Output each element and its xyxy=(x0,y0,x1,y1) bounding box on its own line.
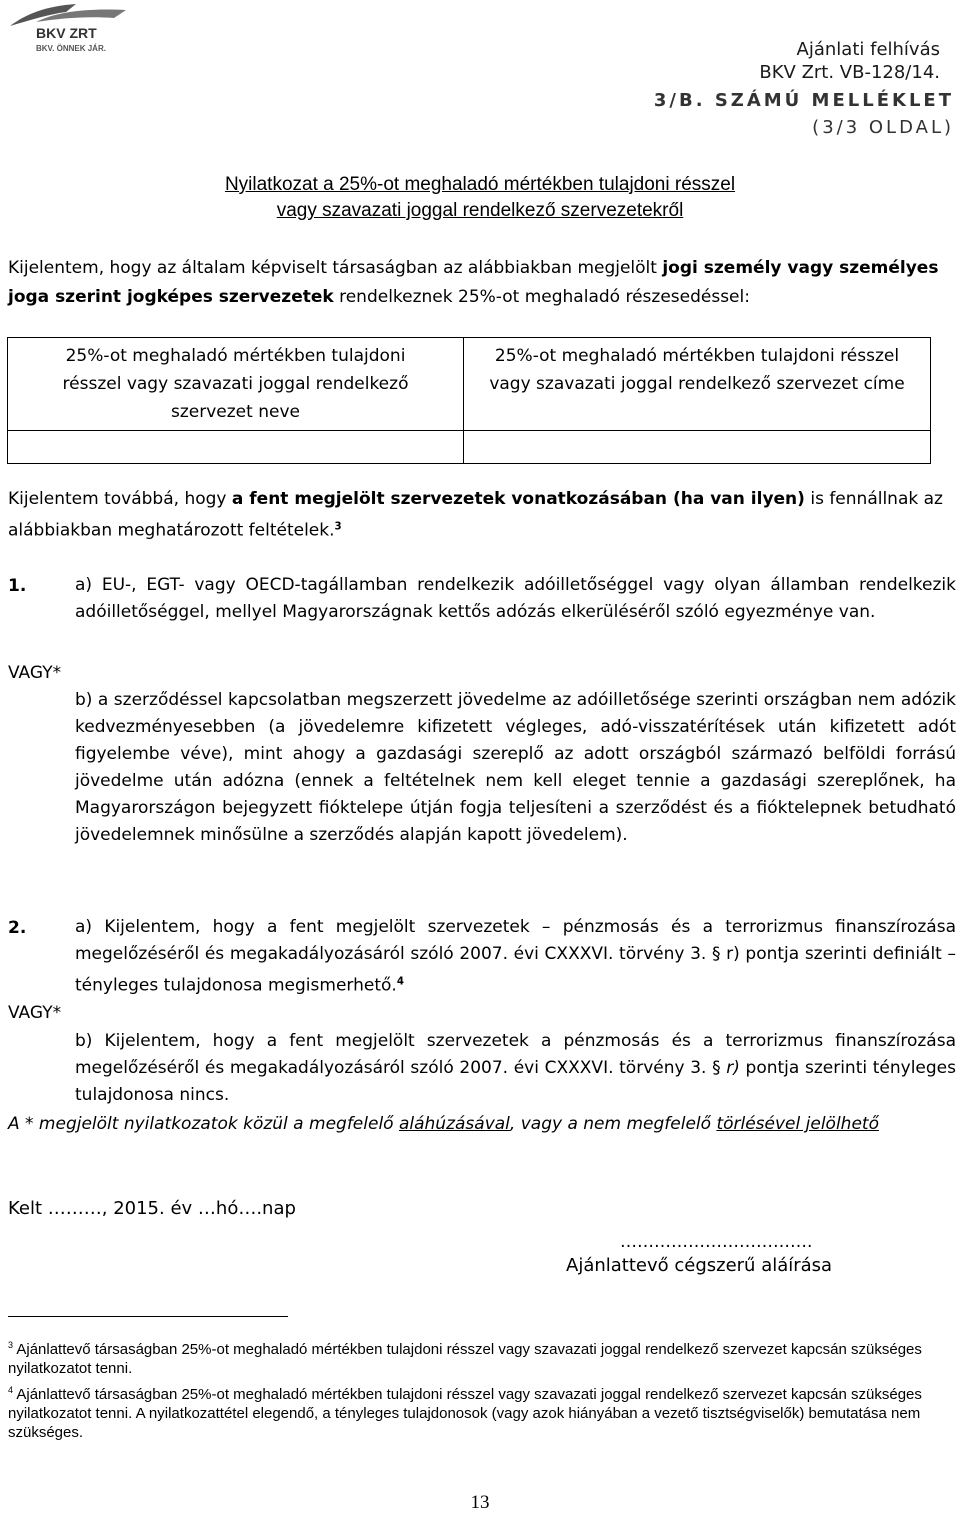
footnote-separator xyxy=(8,1316,288,1317)
para2-text-2: is fennállnak az alábbiakban meghatározott feltételek. xyxy=(8,489,943,541)
header-line1: Ajánlati felhívás xyxy=(796,39,940,60)
item2-b-text-2: pontja szerinti tényleges tulajdonosa nincs. xyxy=(75,1058,956,1105)
organization-table xyxy=(7,337,931,464)
date-line: Kelt ………, 2015. év …hó….nap xyxy=(8,1198,296,1219)
star-underline-1: aláhúzásával xyxy=(398,1114,510,1134)
footnote-4 xyxy=(8,1381,956,1442)
table-header-row xyxy=(8,338,931,431)
item2-number: 2. xyxy=(8,918,27,938)
footnote-3-number: 3 xyxy=(8,1340,14,1350)
table-row xyxy=(8,431,931,464)
para2-text-1: Kijelentem továbbá, hogy xyxy=(8,489,232,509)
footnote-4-number: 4 xyxy=(8,1385,14,1395)
logo-brand: BKV ZRT xyxy=(36,25,97,41)
item1-option-b: b) a szerződéssel kapcsolatban megszerzett jövedelme az adóilletősége szerinti országban nem adózik kedvezményesebben (a jövedelemre kifizetett végleges, adó-visszatérítések után kifizetett adót figyelembe véve), mint ahogy a gazdasági szereplő az adott országból származó belföldi forrású jövedelme után adózna (ennek a feltételnek nem kell eleget tennie a gazdasági szereplőnek, ha Magyarországon bejegyzett fióktelepe útján fogja teljesíteni a szerződést és a fióktelepnek betudható jövedelemnek minősülne a szerződés alapján kapott jövedelem). xyxy=(75,690,956,845)
conditions-paragraph xyxy=(8,486,956,545)
annex-label xyxy=(654,87,954,141)
intro-text-1: Kijelentem, hogy az általam képviselt társaságban az alábbiakban megjelölt xyxy=(8,258,663,278)
col-name-label: 25%-ot meghaladó mértékben tulajdoni résszel vagy szavazati joggal rendelkező szervezet neve xyxy=(62,346,409,422)
asterisk-note xyxy=(8,1110,956,1139)
document-header xyxy=(759,38,940,84)
star-text-1: A * megjelölt nyilatkozatok közül a megfelelő xyxy=(8,1114,399,1134)
item1-vagy: VAGY* xyxy=(8,663,62,683)
annex-subtitle: (3/3 OLDAL) xyxy=(812,117,954,138)
footnote-ref-4: 4 xyxy=(396,976,404,987)
intro-bold: jogi személy vagy személyes joga szerint jogképes szervezetek xyxy=(8,258,939,307)
annex-title: 3/B. SZÁMÚ MELLÉKLET xyxy=(653,90,954,111)
table-cell-name[interactable] xyxy=(8,431,464,464)
item2-option-a xyxy=(75,914,956,1000)
star-underline-2: törlésével jelölhető xyxy=(716,1114,879,1134)
table-cell-address[interactable] xyxy=(464,431,931,464)
title-line1: Nyilatkozat a 25%-ot meghaladó mértékben tulajdoni résszel xyxy=(224,174,736,195)
intro-paragraph xyxy=(8,254,956,312)
intro-text-2: rendelkeznek 25%-ot meghaladó részesedéssel: xyxy=(333,287,750,307)
table-header-name xyxy=(8,338,464,431)
item2-option-b xyxy=(75,1028,956,1109)
page-title xyxy=(0,172,960,224)
title-line2: vagy szavazati joggal rendelkező szervezetekről xyxy=(276,200,684,221)
table-header-address xyxy=(464,338,931,431)
footnote-3-text: Ajánlattevő társaságban 25%-ot meghaladó mértékben tulajdoni résszel vagy szavazati joggal rendelkező szervezet kapcsán szükséges nyilatkozatot tenni. xyxy=(8,1341,922,1377)
para2-bold: a fent megjelölt szervezetek vonatkozásában (ha van ilyen) xyxy=(231,489,805,509)
star-text-2: , vagy a nem megfelelő xyxy=(509,1114,717,1134)
footnote-ref-3: 3 xyxy=(334,521,342,532)
item2-a-text: a) Kijelentem, hogy a fent megjelölt szervezetek – pénzmosás és a terrorizmus finanszírozása megelőzéséről és megakadályozásáról szóló 2007. évi CXXXVI. törvény 3. § r) pontja szerinti definiált – tényleges tulajdonosa megismerhető. xyxy=(75,917,956,996)
bkv-logo-mark xyxy=(6,0,132,56)
item2-vagy: VAGY* xyxy=(8,1003,62,1023)
footnote-4-text: Ajánlattevő társaságban 25%-ot meghaladó mértékben tulajdoni résszel vagy szavazati joggal rendelkező szervezet kapcsán szükséges nyilatkozatot tenni. A nyilatkozattétel elegendő, a tényleges tulajdonosok (vagy azok hiányában a vezető tisztségviselők) bemutatása nem szükséges. xyxy=(8,1386,922,1441)
page-number: 13 xyxy=(470,1492,490,1513)
col-address-label: 25%-ot meghaladó mértékben tulajdoni résszel vagy szavazati joggal rendelkező szervezet címe xyxy=(489,346,905,394)
item2-b-r: r) xyxy=(726,1058,740,1078)
signature-dots: ……………………………. xyxy=(620,1232,813,1252)
item2-b-text-1: b) Kijelentem, hogy a fent megjelölt szervezetek a pénzmosás és a terrorizmus finanszírozása megelőzéséről és megakadályozásáról szóló 2007. évi CXXXVI. törvény 3. § xyxy=(75,1031,956,1078)
item1-option-a: a) EU-, EGT- vagy OECD-tagállamban rendelkezik adóilletőséggel vagy olyan államban rendelkezik adóilletőséggel, mellyel Magyarországnak kettős adózás elkerüléséről szóló egyezménye van. xyxy=(75,575,956,622)
logo-tagline: BKV. ÖNNEK JÁR. xyxy=(36,44,106,53)
footnote-3 xyxy=(8,1336,956,1378)
signature-label: Ajánlattevő cégszerű aláírása xyxy=(566,1255,833,1276)
bkv-logo xyxy=(6,0,132,56)
item1-number: 1. xyxy=(8,576,27,596)
header-line2: BKV Zrt. VB-128/14. xyxy=(759,62,940,83)
